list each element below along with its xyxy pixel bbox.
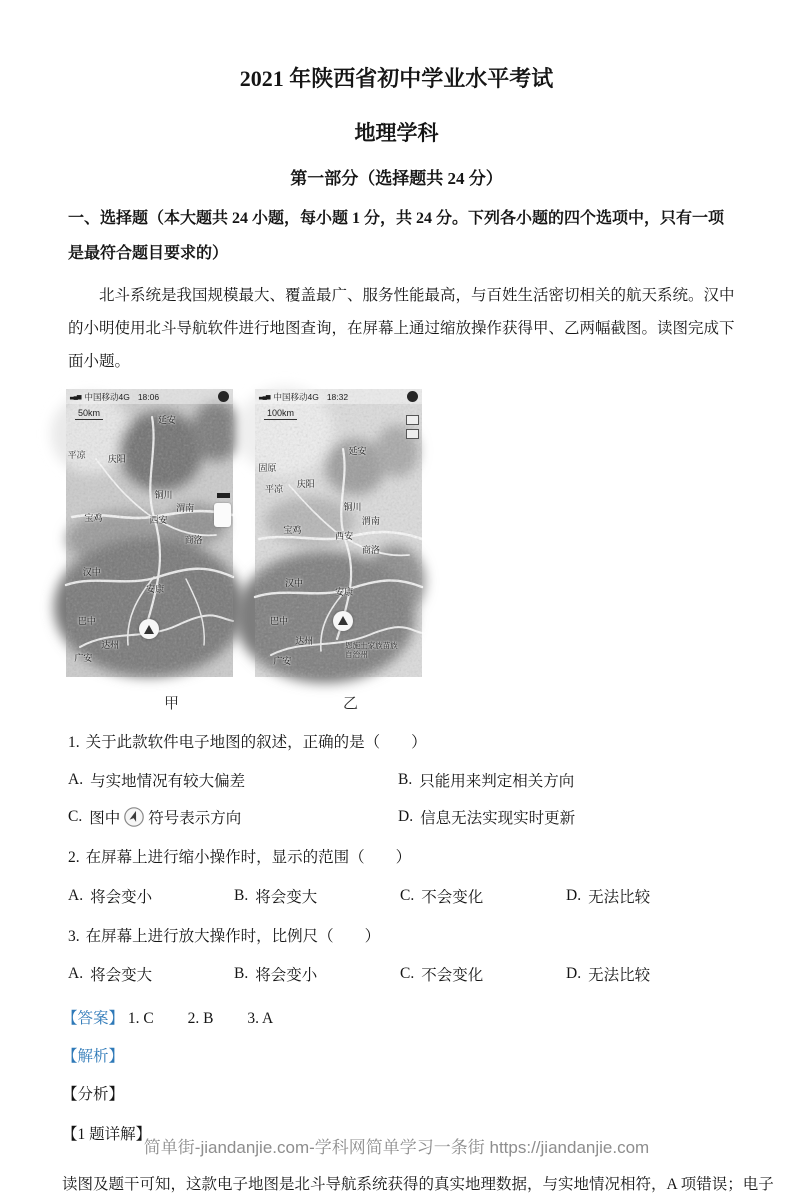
exam-title: 2021 年陕西省初中学业水平考试 xyxy=(239,66,554,91)
answer-line xyxy=(62,1006,739,1028)
question-number: 1. xyxy=(68,734,80,751)
option-key: D. xyxy=(566,886,582,904)
option-text: 将会变小 xyxy=(90,888,153,906)
fenxi-marker: 【分析】 xyxy=(62,1086,125,1104)
option-text: 符号表示方向 xyxy=(148,810,242,828)
option-1d[interactable] xyxy=(398,806,575,828)
option-key: B. xyxy=(234,965,249,983)
question-1-stem xyxy=(68,732,739,754)
scale-bar-yi: 100km xyxy=(264,408,297,420)
carrier-label: 中国移动4G xyxy=(84,391,130,402)
city-label: 庆阳 xyxy=(296,478,315,489)
option-key: B. xyxy=(398,771,413,789)
question-3-options xyxy=(68,963,739,985)
city-label: 商洛 xyxy=(361,544,380,555)
city-label: 巴中 xyxy=(77,615,96,626)
question-1-options-row-2 xyxy=(68,806,739,828)
answer-item: 2. B xyxy=(187,1010,214,1028)
question-number: 2. xyxy=(68,849,80,867)
question-2-options xyxy=(68,885,739,907)
layers-icon[interactable] xyxy=(406,415,419,425)
option-1c[interactable] xyxy=(68,806,398,828)
city-label: 平凉 xyxy=(67,449,86,460)
option-key: C. xyxy=(68,808,83,826)
statusbar-jia xyxy=(66,389,233,404)
statusbar-yi xyxy=(255,389,422,404)
option-text: 图中 xyxy=(89,810,121,828)
option-3d[interactable] xyxy=(566,963,650,985)
layers-icon[interactable] xyxy=(406,429,419,439)
city-label: 延安 xyxy=(157,415,176,426)
city-label: 广安 xyxy=(74,652,93,663)
signal-bars-icon: ▃▄▅ xyxy=(259,394,270,400)
signal-bars-icon: ▃▄▅ xyxy=(70,394,81,400)
option-key: A. xyxy=(68,965,84,983)
option-2b[interactable] xyxy=(234,885,400,907)
question-2-stem xyxy=(68,847,739,869)
option-text: 将会变大 xyxy=(255,888,318,906)
city-label: 达州 xyxy=(101,640,120,650)
question-text: 关于此款软件电子地图的叙述，正确的是（ ） xyxy=(85,734,427,751)
map-jia-figure xyxy=(66,389,233,713)
city-label: 庆阳 xyxy=(107,454,126,465)
option-text: 将会变大 xyxy=(90,967,153,985)
city-label: 汉中 xyxy=(285,578,304,589)
answer-item: 1. C xyxy=(127,1010,154,1028)
question-3-stem xyxy=(68,926,739,948)
city-label: 巴中 xyxy=(270,615,289,626)
option-2c[interactable] xyxy=(400,885,566,907)
map-jia-caption: 甲 xyxy=(163,696,179,712)
option-text: 信息无法实现实时更新 xyxy=(420,810,576,828)
detail-1-marker: 【1 题详解】 xyxy=(62,1126,152,1144)
option-text: 无法比较 xyxy=(588,888,651,906)
question-1-options-row-1 xyxy=(68,769,739,791)
map-yi-caption: 乙 xyxy=(342,696,358,712)
city-label: 宝鸡 xyxy=(283,524,302,535)
time-label: 18:06 xyxy=(137,391,160,402)
option-text: 不会变化 xyxy=(421,888,484,906)
city-label: 西安 xyxy=(149,514,168,525)
city-label: 铜川 xyxy=(343,501,362,512)
map-ui-dash xyxy=(217,493,230,498)
city-label: 安康 xyxy=(146,583,165,594)
option-3b[interactable] xyxy=(234,963,400,985)
option-key: B. xyxy=(234,886,249,904)
time-label: 18:32 xyxy=(326,391,349,402)
answer-marker: 【答案】 xyxy=(62,1010,125,1028)
site-footer: 简单街-jiandanjie.com-学科网简单学习一条街 https://jiandanjie.com xyxy=(143,1138,650,1157)
option-2d[interactable] xyxy=(566,885,650,907)
carrier-label: 中国移动4G xyxy=(273,391,319,402)
maps-figure xyxy=(66,389,793,713)
option-key: D. xyxy=(566,965,582,983)
option-3c[interactable] xyxy=(400,963,566,985)
city-label: 延安 xyxy=(348,445,367,456)
map-jia-image xyxy=(66,389,233,677)
exam-subject: 地理学科 xyxy=(354,121,439,145)
passage-text: 北斗系统是我国规模最大、覆盖最广、服务性能最高，与百姓生活密切相关的航天系统。汉中的小明使用北斗导航软件进行地图查询，在屏幕上通过缩放操作获得甲、乙两幅截图。读图完成下面小题。 xyxy=(68,287,735,370)
question-text: 在屏幕上进行缩小操作时，显示的范围（ ） xyxy=(85,849,412,867)
city-label: 铜川 xyxy=(154,490,173,501)
avatar-dot-icon xyxy=(407,391,418,402)
question-text: 在屏幕上进行放大操作时，比例尺（ ） xyxy=(85,927,381,945)
compass-needle-icon xyxy=(123,806,145,828)
option-key: C. xyxy=(400,886,415,904)
city-label: 平凉 xyxy=(265,484,284,495)
map-yi-figure xyxy=(255,389,422,713)
option-key: D. xyxy=(398,808,414,826)
answer-item: 3. A xyxy=(247,1010,274,1028)
option-3a[interactable] xyxy=(68,963,234,985)
analysis-marker: 【解析】 xyxy=(62,1048,125,1066)
option-text: 将会变小 xyxy=(255,967,318,985)
option-text: 只能用来判定相关方向 xyxy=(419,773,575,791)
city-label: 安康 xyxy=(335,586,354,597)
option-key: A. xyxy=(68,771,84,789)
exam-page xyxy=(0,62,793,1194)
map-ui-button[interactable] xyxy=(214,503,231,527)
avatar-dot-icon xyxy=(218,391,229,402)
map-yi-image xyxy=(255,389,422,677)
city-label: 固原 xyxy=(258,462,277,473)
part-heading: 第一部分（选择题共 24 分） xyxy=(290,169,503,188)
option-text: 不会变化 xyxy=(421,967,484,985)
option-text: 与实地情况有较大偏差 xyxy=(90,773,246,791)
explanation-text: 读图及题干可知，这款电子地图是北斗导航系统获得的真实地理数据，与实地情况相符，A 项错误；电子 xyxy=(62,1176,774,1194)
city-label: 渭南 xyxy=(176,503,195,514)
scale-bar-jia: 50km xyxy=(75,408,103,420)
question-number: 3. xyxy=(68,927,80,945)
city-label: 达州 xyxy=(295,635,314,646)
city-label: 商洛 xyxy=(184,534,203,545)
option-key: A. xyxy=(68,886,84,904)
option-key: C. xyxy=(400,965,415,983)
option-1b[interactable] xyxy=(398,769,574,791)
city-label: 广安 xyxy=(273,655,292,666)
city-label: 恩施土家族苗族自治州 xyxy=(345,641,398,659)
option-1a[interactable] xyxy=(68,769,398,791)
city-label: 汉中 xyxy=(82,566,101,577)
option-text: 无法比较 xyxy=(588,967,651,985)
section-intro: 一、选择题（本大题共 24 小题，每小题 1 分，共 24 分。下列各小题的四个选项中，只有一项是最符合题目要求的） xyxy=(68,210,725,262)
option-2a[interactable] xyxy=(68,885,234,907)
city-label: 渭南 xyxy=(361,516,380,527)
city-label: 西安 xyxy=(335,530,354,541)
city-label: 宝鸡 xyxy=(84,513,103,524)
